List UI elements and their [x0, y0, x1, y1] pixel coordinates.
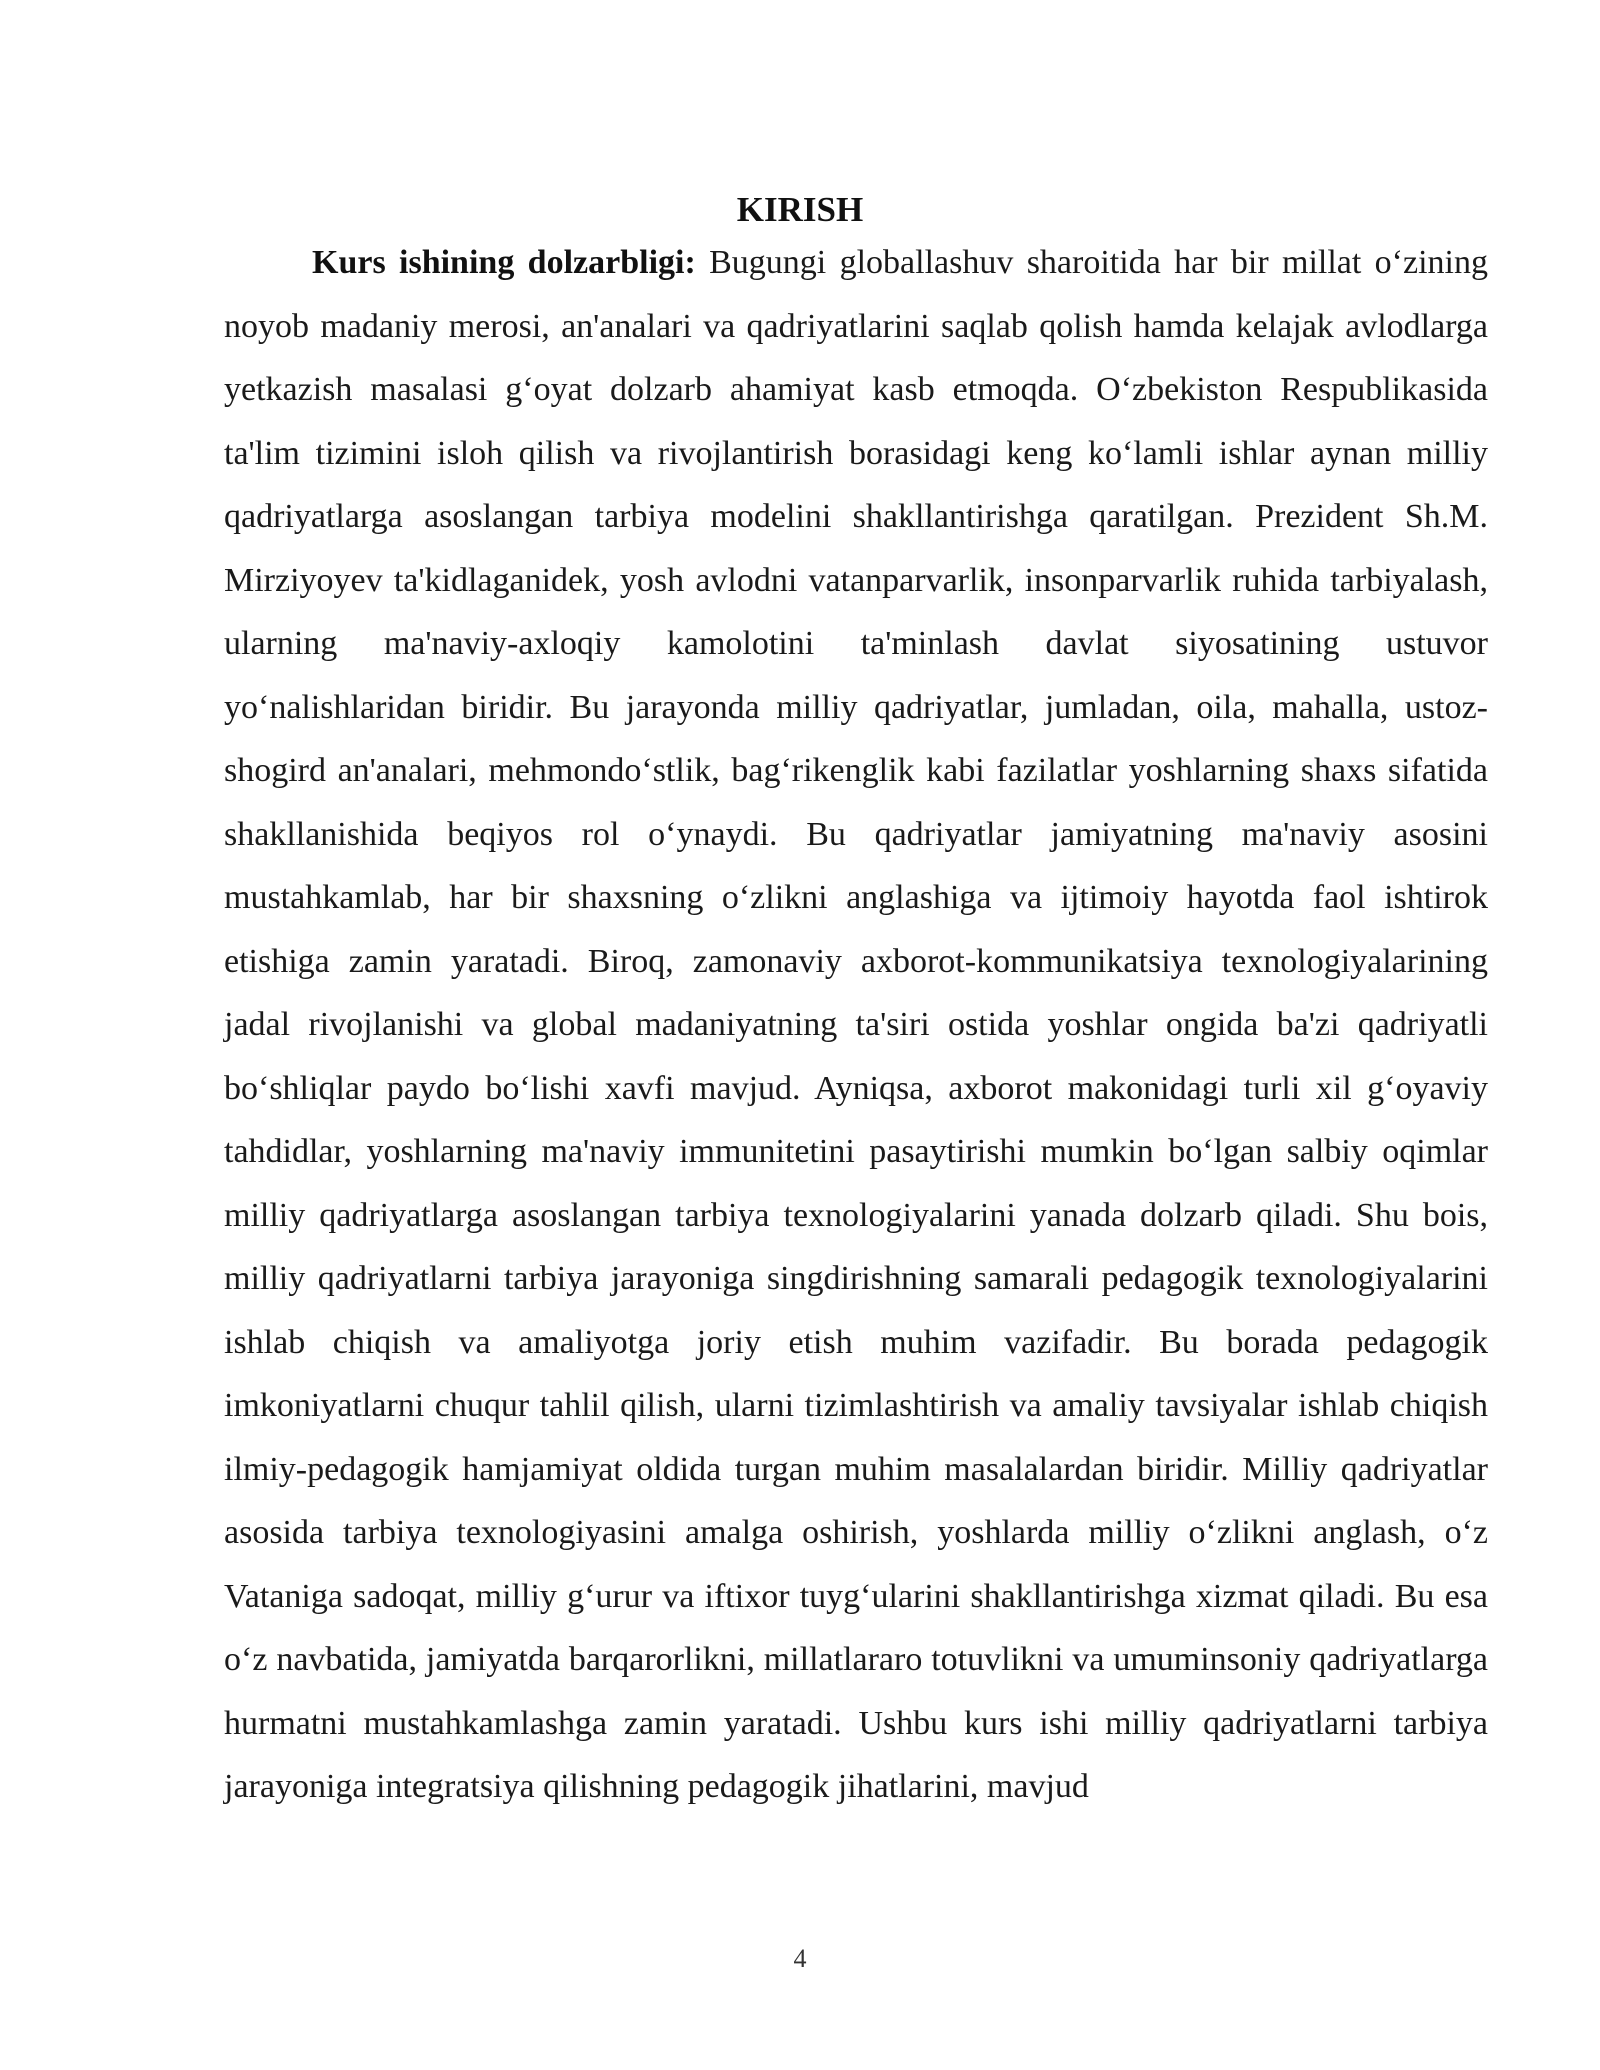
page-number: 4 [793, 1944, 807, 1973]
body-paragraph [224, 231, 1488, 1819]
section-title: KIRISH [736, 190, 864, 229]
paragraph-body: Bugungi globallashuv sharoitida har bir millat o‘zining noyob madaniy merosi, an'analari va qadriyatlarini saqlab qolish hamda kelajak avlodlarga yetkazish masalasi g‘oyat dolzarb ahamiyat kasb etmoqda. O‘zbekiston Respublikasida ta'lim tizimini isloh qilish va rivojlantirish borasidagi keng ko‘lamli ishlar aynan milliy qadriyatlarga asoslangan tarbiya modelini shakllantirishga qaratilgan. Prezident Sh.M. Mirziyoyev ta'kidlaganidek, yosh avlodni vatanparvarlik, insonparvarlik ruhida tarbiyalash, ularning ma'naviy-axloqiy kamolotini ta'minlash davlat siyosatining ustuvor yo‘nalishlaridan biridir. Bu jarayonda milliy qadriyatlar, jumladan, oila, mahalla, ustoz-shogird an'analari, mehmondo‘stlik, bag‘rikenglik kabi fazilatlar yoshlarning shaxs sifatida shakllanishida beqiyos rol o‘ynaydi. Bu qadriyatlar jamiyatning ma'naviy asosini mustahkamlab, har bir shaxsning o‘zlikni anglashiga va ijtimoiy hayotda faol ishtirok etishiga zamin yaratadi. Biroq, zamonaviy axborot-kommunikatsiya texnologiyalarining jadal rivojlanishi va global madaniyatning ta'siri ostida yoshlar ongida ba'zi qadriyatli bo‘shliqlar paydo bo‘lishi xavfi mavjud. Ayniqsa, axborot makonidagi turli xil g‘oyaviy tahdidlar, yoshlarning ma'naviy immunitetini pasaytirishi mumkin bo‘lgan salbiy oqimlar milliy qadriyatlarga asoslangan tarbiya texnologiyalarini yanada dolzarb qiladi. Shu bois, milliy qadriyatlarni tarbiya jarayoniga singdirishning samarali pedagogik texnologiyalarini ishlab chiqish va amaliyotga joriy etish muhim vazifadir. Bu borada pedagogik imkoniyatlarni chuqur tahlil qilish, ularni tizimlashtirish va amaliy tavsiyalar ishlab chiqish ilmiy-pedagogik hamjamiyat oldida turgan muhim masalalardan biridir. Milliy qadriyatlar asosida tarbiya texnologiyasini amalga oshirish, yoshlarda milliy o‘zlikni anglash, o‘z Vataniga sadoqat, milliy g‘urur va iftixor tuyg‘ularini shakllantirishga xizmat qiladi. Bu esa o‘z navbatida, jamiyatda barqarorlikni, millatlararo totuvlikni va umuminsoniy qadriyatlarga hurmatni mustahkamlashga zamin yaratadi. Ushbu kurs ishi milliy qadriyatlarni tarbiya jarayoniga integratsiya qilishning pedagogik jihatlarini, mavjud [224, 244, 1488, 1805]
paragraph-lead: Kurs ishining dolzarbligi: [312, 244, 696, 281]
